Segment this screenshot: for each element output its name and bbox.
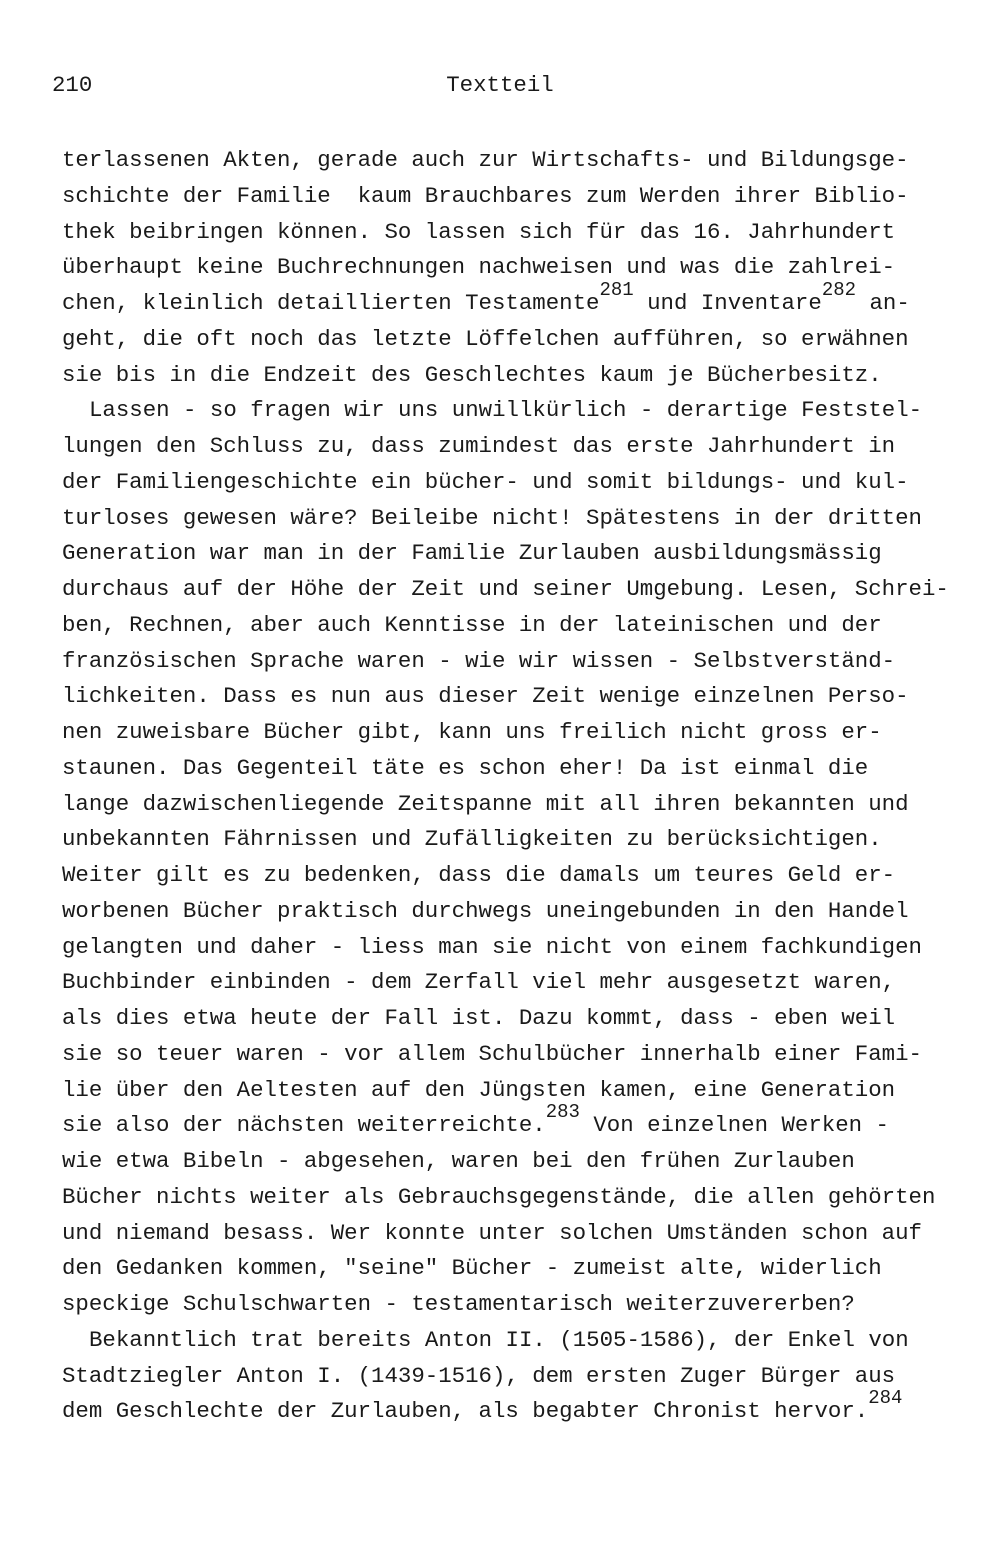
text-line: speckige Schulschwarten - testamentarisch weiterzuvererben? <box>62 1291 855 1317</box>
text-line: wie etwa Bibeln - abgesehen, waren bei den frühen Zurlauben <box>62 1148 855 1174</box>
text-line: lie über den Aeltesten auf den Jüngsten kamen, eine Generation <box>62 1076 896 1103</box>
text-line: als dies etwa heute der Fall ist. Dazu kommt, dass - eben weil <box>62 1005 896 1031</box>
text-segment: an- <box>856 290 910 316</box>
paragraph-start-line: Bekanntlich trat bereits Anton II. (1505-1586), der Enkel von <box>89 1326 909 1353</box>
page-number: 210 <box>52 72 93 98</box>
text-line: thek beibringen können. So lassen sich für das 16. Jahrhundert <box>62 218 896 245</box>
text-line: geht, die oft noch das letzte Löffelchen aufführen, so erwähnen <box>62 325 909 352</box>
text-line: ben, Rechnen, aber auch Kenntisse in der lateinischen und der <box>62 611 882 638</box>
text-line: unbekannten Fährnissen und Zufälligkeiten zu berücksichtigen. <box>62 826 882 853</box>
text-line: Bücher nichts weiter als Gebrauchsgegenstände, die allen gehörten <box>62 1183 936 1210</box>
text-line: durchaus auf der Höhe der Zeit und seiner Umgebung. Lesen, Schrei- <box>62 576 949 602</box>
text-line: lange dazwischenliegende Zeitspanne mit all ihren bekannten und <box>62 790 909 817</box>
text-line: gelangten und daher - liess man sie nicht von einem fachkundigen <box>62 933 922 960</box>
footnote-ref-284[interactable]: 284 <box>868 1387 903 1410</box>
text-segment: und Inventare <box>633 290 822 316</box>
text-segment: sie also der nächsten weiterreichte. <box>62 1112 546 1139</box>
footnote-ref-281[interactable]: 281 <box>599 279 634 301</box>
text-line: lungen den Schluss zu, dass zumindest das erste Jahrhundert in <box>62 433 896 459</box>
text-line: worbenen Bücher praktisch durchwegs uneingebunden in den Handel <box>62 897 909 924</box>
text-line: nen zuweisbare Bücher gibt, kann uns freilich nicht gross er- <box>62 719 882 745</box>
text-line: lichkeiten. Dass es nun aus dieser Zeit wenige einzelnen Perso- <box>62 683 909 710</box>
text-segment: chen, kleinlich detaillierten Testamente <box>62 290 600 316</box>
paragraph-start-line: Lassen - so fragen wir uns unwillkürlich - derartige Feststel- <box>89 397 923 424</box>
text-line: turloses gewesen wäre? Beileibe nicht! Spätestens in der dritten <box>62 504 922 531</box>
text-segment: Von einzelnen Werken - <box>579 1112 889 1139</box>
text-line <box>62 1101 982 1144</box>
text-line: Weiter gilt es zu bedenken, dass die damals um teures Geld er- <box>62 862 896 888</box>
text-line: französischen Sprache waren - wie wir wissen - Selbstverständ- <box>62 647 896 674</box>
text-line: überhaupt keine Buchrechnungen nachweisen und was die zahlrei- <box>62 254 896 281</box>
footnote-ref-283[interactable]: 283 <box>545 1101 580 1124</box>
text-line: Buchbinder einbinden - dem Zerfall viel mehr ausgesetzt waren, <box>62 969 896 996</box>
text-line: staunen. Das Gegenteil täte es schon eher! Da ist einmal die <box>62 754 869 781</box>
text-line: sie bis in die Endzeit des Geschlechtes kaum je Bücherbesitz. <box>62 361 882 388</box>
text-line: Stadtziegler Anton I. (1439-1516), dem ersten Zuger Bürger aus <box>62 1362 896 1389</box>
text-line: Generation war man in der Familie Zurlauben ausbildungsmässig <box>62 540 882 567</box>
text-line: den Gedanken kommen, "seine" Bücher - zumeist alte, widerlich <box>62 1255 882 1282</box>
text-line: schichte der Familie kaum Brauchbares zum Werden ihrer Biblio- <box>62 182 909 209</box>
text-segment: dem Geschlechte der Zurlauben, als begabter Chronist hervor. <box>62 1398 869 1425</box>
footnote-ref-282[interactable]: 282 <box>821 279 857 301</box>
body-text <box>62 143 982 1430</box>
text-line: terlassenen Akten, gerade auch zur Wirtschafts- und Bildungsge- <box>62 147 909 173</box>
running-title: Textteil <box>446 72 554 98</box>
text-line: und niemand besass. Wer konnte unter solchen Umständen schon auf <box>62 1219 922 1246</box>
text-line <box>62 1387 982 1430</box>
text-line: sie so teuer waren - vor allem Schulbücher innerhalb einer Fami- <box>62 1040 922 1067</box>
text-line <box>62 279 982 322</box>
text-line: der Familiengeschichte ein bücher- und somit bildungs- und kul- <box>62 468 909 495</box>
